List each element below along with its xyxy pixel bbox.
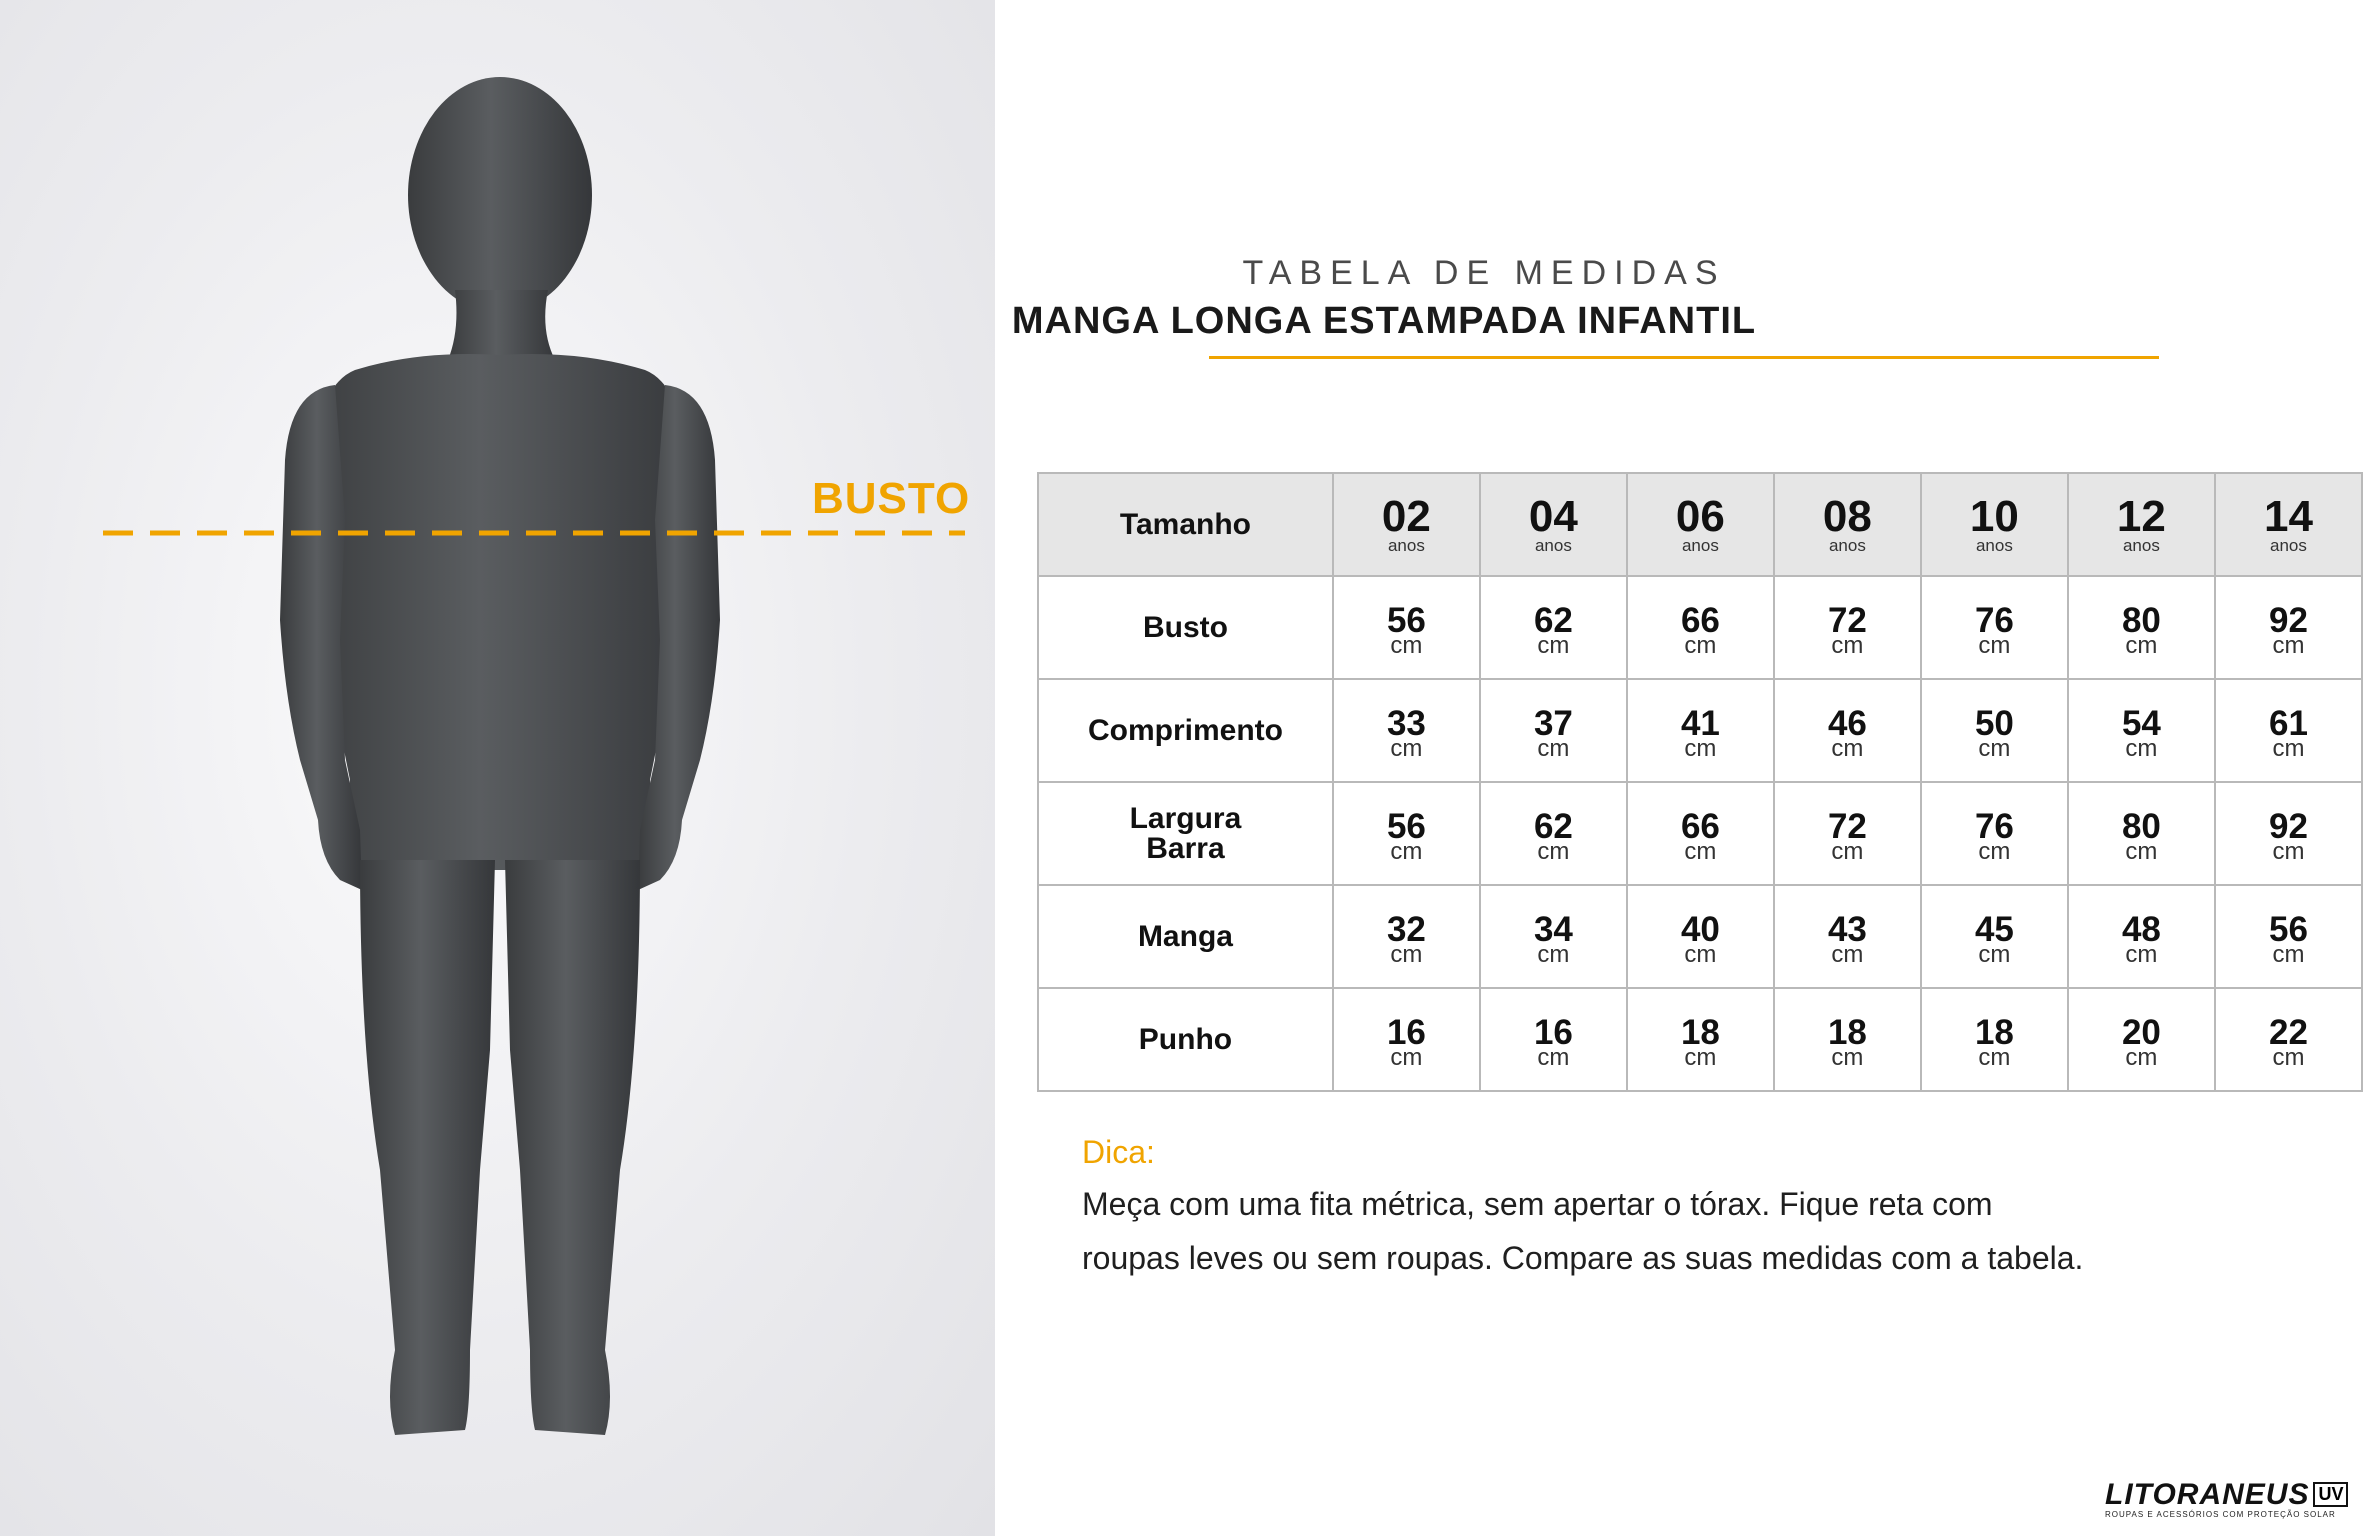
table-cell bbox=[1627, 885, 1774, 988]
measure-value: 32 bbox=[1386, 909, 1426, 949]
size-header-cell bbox=[2215, 473, 2362, 576]
measure-unit: cm bbox=[2272, 734, 2305, 762]
size-number: 04 bbox=[1528, 491, 1578, 541]
size-table bbox=[1037, 472, 2363, 1092]
measure-value: 56 bbox=[2268, 909, 2308, 949]
table-row bbox=[1038, 988, 2362, 1091]
measure-unit: cm bbox=[2125, 631, 2158, 659]
measure-value: 33 bbox=[1386, 703, 1426, 743]
table-cell bbox=[1774, 782, 1921, 885]
table-cell bbox=[2068, 679, 2215, 782]
size-unit: anos bbox=[1975, 535, 2013, 555]
size-unit: anos bbox=[1534, 535, 1572, 555]
measure-value: 40 bbox=[1680, 909, 1720, 949]
size-number: 06 bbox=[1675, 491, 1725, 541]
measure-unit: cm bbox=[1978, 631, 2011, 659]
table-cell bbox=[1774, 885, 1921, 988]
size-header-cell bbox=[1921, 473, 2068, 576]
size-unit: anos bbox=[2122, 535, 2160, 555]
table-cell bbox=[1480, 782, 1627, 885]
title-underline bbox=[1209, 356, 2159, 359]
measure-value: 80 bbox=[2121, 600, 2161, 640]
measure-value: 18 bbox=[1974, 1012, 2014, 1052]
measure-value: 37 bbox=[1533, 703, 1573, 743]
measure-unit: cm bbox=[2272, 837, 2305, 865]
table-cell bbox=[1480, 576, 1627, 679]
table-row bbox=[1038, 679, 2362, 782]
measure-unit: cm bbox=[2272, 1043, 2305, 1071]
size-header-cell bbox=[1480, 473, 1627, 576]
table-cell bbox=[1627, 576, 1774, 679]
size-unit: anos bbox=[2270, 535, 2307, 555]
measure-value: 66 bbox=[1680, 806, 1720, 846]
table-cell bbox=[1333, 782, 1480, 885]
table-cell bbox=[1774, 679, 1921, 782]
measure-unit: cm bbox=[1390, 940, 1423, 968]
bust-label: BUSTO bbox=[812, 474, 971, 523]
measure-value: 20 bbox=[2121, 1012, 2161, 1052]
row-label: Manga bbox=[1038, 885, 1333, 988]
size-header-cell bbox=[1333, 473, 1480, 576]
table-cell bbox=[1627, 679, 1774, 782]
table-cell bbox=[1627, 782, 1774, 885]
table-cell bbox=[2215, 576, 2362, 679]
page-title: MANGA LONGA ESTAMPADA INFANTIL bbox=[1011, 300, 1757, 342]
measure-unit: cm bbox=[1978, 837, 2011, 865]
measure-unit: cm bbox=[1684, 631, 1717, 659]
table-cell bbox=[1921, 885, 2068, 988]
size-unit: anos bbox=[1681, 535, 1719, 555]
size-number: 10 bbox=[1969, 491, 2019, 541]
logo-uv-badge: UV bbox=[2313, 1482, 2348, 1507]
measure-unit: cm bbox=[1537, 631, 1570, 659]
logo-name: LITORANEUS bbox=[2105, 1478, 2310, 1511]
measure-unit: cm bbox=[1684, 940, 1717, 968]
table-cell bbox=[1774, 576, 1921, 679]
size-header-cell bbox=[2068, 473, 2215, 576]
measure-value: 46 bbox=[1827, 703, 1867, 743]
measure-value: 61 bbox=[2268, 703, 2308, 743]
size-header-cell bbox=[1774, 473, 1921, 576]
measure-value: 22 bbox=[2268, 1012, 2308, 1052]
measure-unit: cm bbox=[1684, 734, 1717, 762]
measure-value: 16 bbox=[1386, 1012, 1426, 1052]
measure-value: 92 bbox=[2268, 806, 2308, 846]
row-label: Punho bbox=[1038, 988, 1333, 1091]
tip-text-line-2: roupas leves ou sem roupas. Compare as suas medidas com a tabela. bbox=[1082, 1240, 2084, 1276]
measure-unit: cm bbox=[1978, 734, 2011, 762]
table-cell bbox=[2215, 782, 2362, 885]
measure-unit: cm bbox=[2125, 734, 2158, 762]
row-label: Busto bbox=[1038, 576, 1333, 679]
table-cell bbox=[1921, 679, 2068, 782]
measure-value: 16 bbox=[1533, 1012, 1573, 1052]
measure-unit: cm bbox=[1390, 631, 1423, 659]
tip-text-line-1: Meça com uma fita métrica, sem apertar o tórax. Fique reta com bbox=[1082, 1186, 1993, 1222]
measure-value: 56 bbox=[1386, 806, 1426, 846]
table-cell bbox=[2215, 885, 2362, 988]
measure-value: 76 bbox=[1974, 600, 2014, 640]
measure-value: 34 bbox=[1533, 909, 1573, 949]
measure-unit: cm bbox=[1390, 734, 1423, 762]
size-unit: anos bbox=[1828, 535, 1866, 555]
table-cell bbox=[2068, 988, 2215, 1091]
table-cell bbox=[1333, 679, 1480, 782]
measure-unit: cm bbox=[2125, 1043, 2158, 1071]
table-cell bbox=[1480, 885, 1627, 988]
measure-value: 72 bbox=[1827, 806, 1867, 846]
measure-value: 50 bbox=[1974, 703, 2014, 743]
measure-unit: cm bbox=[1978, 940, 2011, 968]
measure-value: 18 bbox=[1827, 1012, 1867, 1052]
measure-unit: cm bbox=[2125, 837, 2158, 865]
table-cell bbox=[1333, 988, 1480, 1091]
measure-value: 18 bbox=[1680, 1012, 1720, 1052]
table-cell bbox=[1480, 988, 1627, 1091]
measure-unit: cm bbox=[1831, 940, 1864, 968]
measure-value: 43 bbox=[1827, 909, 1867, 949]
tip-label: Dica: bbox=[1082, 1134, 1155, 1170]
measure-unit: cm bbox=[2272, 631, 2305, 659]
measure-value: 80 bbox=[2121, 806, 2161, 846]
header-label: Tamanho bbox=[1038, 473, 1333, 576]
measure-unit: cm bbox=[1537, 734, 1570, 762]
measure-unit: cm bbox=[1831, 734, 1864, 762]
row-label: Largura Barra bbox=[1038, 782, 1333, 885]
page-subtitle: TABELA DE MEDIDAS bbox=[1242, 254, 1726, 292]
measure-unit: cm bbox=[1831, 1043, 1864, 1071]
measure-unit: cm bbox=[1684, 1043, 1717, 1071]
measure-unit: cm bbox=[1684, 837, 1717, 865]
size-number: 12 bbox=[2116, 491, 2166, 541]
measure-value: 56 bbox=[1386, 600, 1426, 640]
table-cell bbox=[1333, 885, 1480, 988]
measure-value: 48 bbox=[2121, 909, 2161, 949]
size-unit: anos bbox=[1387, 535, 1425, 555]
table-cell bbox=[1480, 679, 1627, 782]
size-number: 14 bbox=[2263, 491, 2313, 541]
table-cell bbox=[1921, 576, 2068, 679]
measure-unit: cm bbox=[1537, 940, 1570, 968]
measure-value: 92 bbox=[2268, 600, 2308, 640]
measure-value: 45 bbox=[1974, 909, 2014, 949]
measure-unit: cm bbox=[2272, 940, 2305, 968]
measure-unit: cm bbox=[1537, 837, 1570, 865]
measure-value: 72 bbox=[1827, 600, 1867, 640]
measure-value: 62 bbox=[1533, 806, 1573, 846]
measure-value: 41 bbox=[1680, 703, 1720, 743]
row-label: Comprimento bbox=[1038, 679, 1333, 782]
measure-unit: cm bbox=[1390, 837, 1423, 865]
table-row bbox=[1038, 576, 2362, 679]
table-cell bbox=[1627, 988, 1774, 1091]
table-cell bbox=[2215, 988, 2362, 1091]
table-header-row bbox=[1038, 473, 2362, 576]
measure-value: 66 bbox=[1680, 600, 1720, 640]
size-number: 08 bbox=[1822, 491, 1872, 541]
size-header-cell bbox=[1627, 473, 1774, 576]
logo-tagline: ROUPAS E ACESSÓRIOS COM PROTEÇÃO SOLAR bbox=[2105, 1510, 2336, 1519]
mannequin-panel bbox=[0, 0, 995, 1536]
table-cell bbox=[1774, 988, 1921, 1091]
table-cell bbox=[2068, 885, 2215, 988]
measure-value: 54 bbox=[2121, 703, 2161, 743]
measure-unit: cm bbox=[1831, 631, 1864, 659]
brand-logo bbox=[2105, 1478, 2348, 1519]
table-cell bbox=[1921, 782, 2068, 885]
table-cell bbox=[1921, 988, 2068, 1091]
measure-value: 76 bbox=[1974, 806, 2014, 846]
measure-unit: cm bbox=[1978, 1043, 2011, 1071]
measure-unit: cm bbox=[1831, 837, 1864, 865]
table-row bbox=[1038, 885, 2362, 988]
table-cell bbox=[2068, 782, 2215, 885]
measure-unit: cm bbox=[1537, 1043, 1570, 1071]
measure-unit: cm bbox=[1390, 1043, 1423, 1071]
measure-unit: cm bbox=[2125, 940, 2158, 968]
size-number: 02 bbox=[1381, 491, 1431, 541]
table-row bbox=[1038, 782, 2362, 885]
measure-value: 62 bbox=[1533, 600, 1573, 640]
table-cell bbox=[2068, 576, 2215, 679]
table-cell bbox=[1333, 576, 1480, 679]
mannequin-figure bbox=[0, 0, 995, 1536]
table-cell bbox=[2215, 679, 2362, 782]
